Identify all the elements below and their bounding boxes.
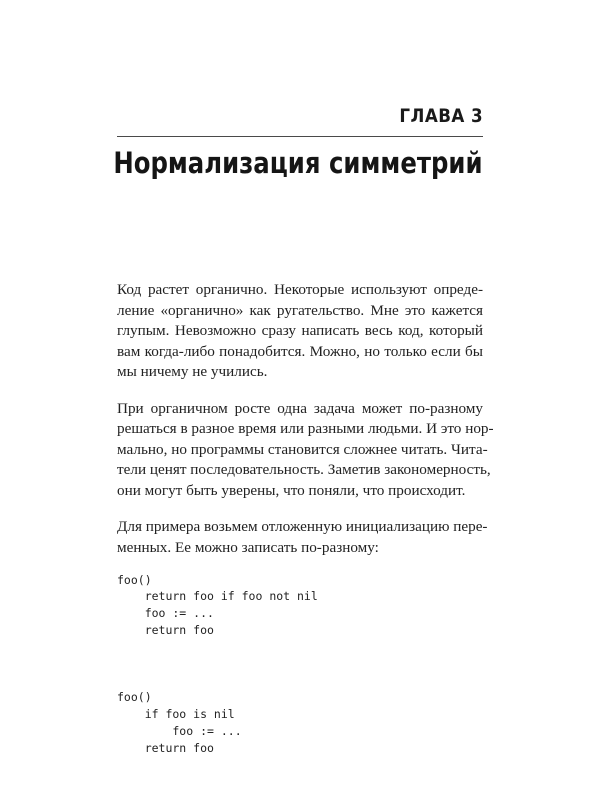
chapter-title: Нормализация симметрий: [113, 146, 483, 180]
text-line: глупым. Невозможно сразу написать весь код, который: [117, 322, 483, 339]
chapter-label: ГЛАВА 3: [399, 105, 483, 127]
text-line: менных. Ее можно записать по-разному:: [117, 538, 379, 556]
text-line: тели ценят последовательность. Заметив закономерность,: [117, 461, 491, 478]
code-line: foo := ...: [117, 606, 214, 621]
body-text: [117, 280, 494, 574]
text-line: При органичном росте одна задача может по-разному: [117, 399, 483, 417]
code-line: return foo: [117, 740, 214, 755]
code-line: return foo: [117, 622, 214, 637]
code-line: return foo if foo not nil: [117, 589, 318, 604]
code-block-2: [117, 689, 318, 756]
text-line: мы ничему не учились.: [117, 363, 268, 380]
code-line: foo(): [117, 572, 152, 587]
paragraph-1: [117, 280, 483, 383]
text-line: Код растет органично. Некоторые используют опреде-: [117, 281, 483, 298]
text-line: они могут быть уверены, что поняли, что происходит.: [117, 481, 466, 499]
text-line: решаться в разное время или разными людьми. И это нор-: [117, 420, 494, 437]
text-line: мально, но программы становится сложнее читать. Чита-: [117, 440, 488, 458]
paragraph-2: [117, 399, 494, 502]
text-line: Для примера возьмем отложенную инициализацию пере-: [117, 518, 488, 535]
code-listing: [117, 538, 318, 790]
text-line: вам когда-либо понадобится. Можно, но только если бы: [117, 342, 483, 360]
code-line: foo := ...: [117, 723, 242, 738]
text-line: ление «органично» как ругательство. Мне это кажется: [117, 301, 483, 319]
chapter-rule: [117, 136, 483, 137]
code-line: if foo is nil: [117, 706, 235, 721]
code-line: foo(): [117, 690, 152, 705]
code-block-1: [117, 572, 318, 639]
